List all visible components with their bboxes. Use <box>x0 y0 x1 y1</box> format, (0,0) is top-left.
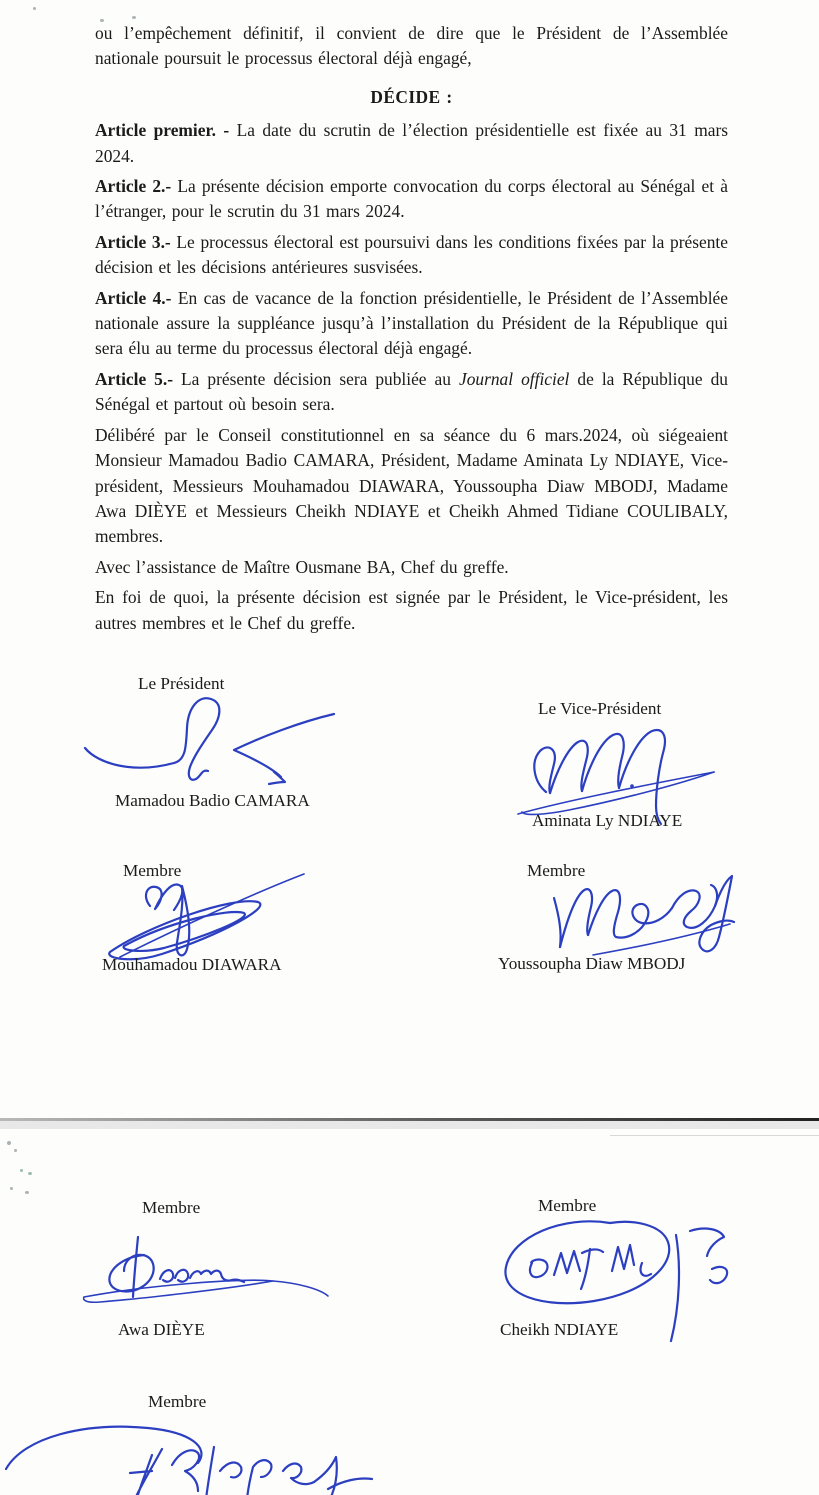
article-3 <box>95 230 728 281</box>
deliberation-paragraph: Délibéré par le Conseil constitutionnel en sa séance du 6 mars.2024, où siégeaient Monsieur Mamadou Badio CAMARA, Président, Madame Aminata Ly NDIAYE, Vice-président, Messieurs Mouhamadou DIAWARA, Youssoupha Diaw MBODJ, Madame Awa DIÈYE et Messieurs Cheikh NDIAYE et Cheikh Ahmed Tidiane COULIBALY, membres. <box>95 424 728 547</box>
article-5 <box>95 367 728 418</box>
document-body-text <box>95 21 728 641</box>
article-1 <box>95 118 728 169</box>
signature-name-member-ndiaye: Cheikh NDIAYE <box>500 1320 619 1339</box>
signature-title-member-diawara: Membre <box>123 861 182 880</box>
signature-title-member-ndiaye: Membre <box>538 1196 597 1215</box>
scan-speck <box>10 1187 13 1190</box>
article-4 <box>95 286 728 362</box>
assistance-paragraph: Avec l’assistance de Maître Ousmane BA, Chef du greffe. <box>95 556 509 577</box>
scan-shadow-line <box>610 1135 819 1136</box>
scan-speck <box>25 1191 29 1194</box>
journal-officiel-italic: Journal officiel <box>458 368 570 389</box>
signature-name-member-diawara: Mouhamadou DIAWARA <box>102 955 282 974</box>
signature-title-member-dieye: Membre <box>142 1198 201 1217</box>
signature-coulibaly-partial <box>0 1421 380 1495</box>
article-5-text-after: de la République du Sénégal et partout où besoin sera. <box>95 368 728 415</box>
intro-paragraph: ou l’empêchement définitif, il convient de dire que le Président de l’Assemblée nationale poursuit le processus électoral déjà engagé, <box>95 23 728 69</box>
signature-title-president: Le Président <box>138 674 225 693</box>
decide-heading: DÉCIDE : <box>370 86 453 107</box>
article-3-text: Le processus électoral est poursuivi dans les conditions fixées par la présente décision et les décisions antérieures susvisées. <box>95 231 728 278</box>
article-2-label: Article 2.- <box>95 176 172 197</box>
document-page-2 <box>0 1129 819 1495</box>
article-2 <box>95 174 728 225</box>
signature-diawara <box>92 866 327 962</box>
article-5-label: Article 5.- <box>95 368 174 389</box>
page-break-gap <box>0 1121 819 1129</box>
article-5-text-before: La présente décision sera publiée au <box>173 368 459 389</box>
signature-name-vice-president: Aminata Ly NDIAYE <box>532 811 683 830</box>
signature-title-member-coulibaly: Membre <box>148 1392 207 1411</box>
signature-name-member-dieye: Awa DIÈYE <box>118 1320 205 1339</box>
signature-title-member-mbodj: Membre <box>527 861 586 880</box>
scan-speck <box>7 1141 11 1145</box>
signature-name-president: Mamadou Badio CAMARA <box>115 791 310 810</box>
signature-title-vice-president: Le Vice-Président <box>538 699 662 718</box>
article-1-text: La date du scrutin de l’élection présidentielle est fixée au 31 mars 2024. <box>95 120 729 166</box>
scan-speck <box>14 1149 17 1152</box>
scan-speck <box>33 7 36 10</box>
scan-speck <box>20 1169 23 1172</box>
signature-aminata-ndiaye <box>512 710 738 826</box>
scan-speck <box>28 1172 32 1175</box>
article-4-label: Article 4.- <box>95 287 172 308</box>
scan-speck <box>132 16 136 19</box>
article-1-label: Article premier. - <box>95 120 230 141</box>
closing-paragraph: En foi de quoi, la présente décision est signée par le Président, le Vice-président, les autres membres et le Chef du greffe. <box>95 587 728 633</box>
article-3-label: Article 3.- <box>95 231 171 252</box>
signature-name-member-mbodj: Youssoupha Diaw MBODJ <box>498 954 686 973</box>
signature-dieye <box>78 1227 333 1317</box>
signature-mbodj <box>538 864 743 960</box>
article-4-text: En cas de vacance de la fonction présidentielle, le Président de l’Assemblée nationale assure la suppléance jusqu’à l’installation du Président de la République qui sera élu au terme du processus électoral déjà engagé. <box>95 287 728 359</box>
signature-camara <box>82 690 347 798</box>
article-2-text: La présente décision emporte convocation du corps électoral au Sénégal et à l’étranger, pour le scrutin du 31 mars 2024. <box>95 176 728 222</box>
